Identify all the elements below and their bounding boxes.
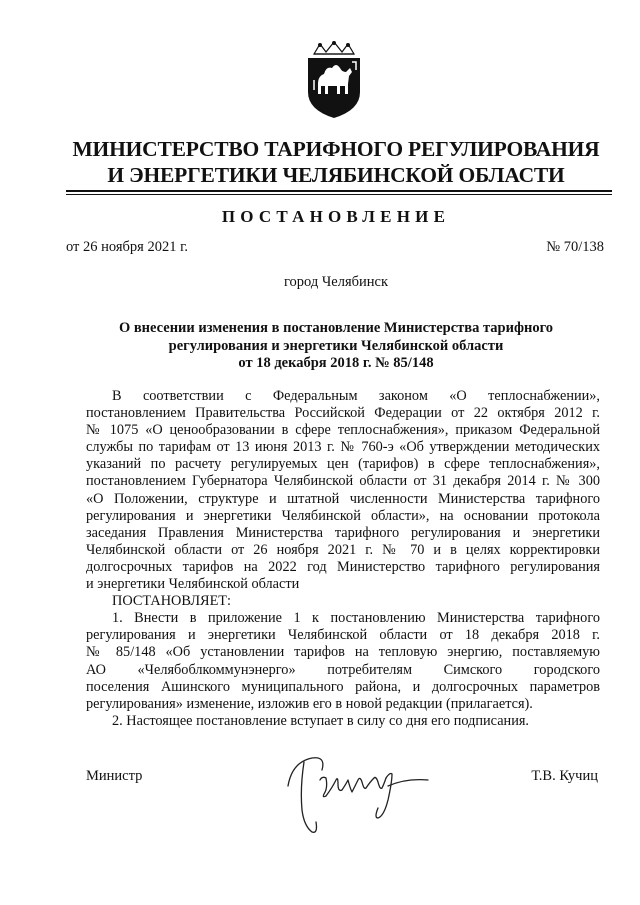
body-line: регулирования и энергетики Челябинской области от 18 декабря 2018 г. xyxy=(86,627,600,644)
body-line: 1. Внести в приложение 1 к постановлению Министерства тарифного xyxy=(112,610,600,627)
document-number: № 70/138 xyxy=(546,239,604,255)
signer-position: Министр xyxy=(86,768,143,784)
body-line: поселения Ашинского муниципального района, и долгосрочных параметров xyxy=(86,678,600,695)
body-line: № 85/148 «Об установлении тарифов на тепловую энергию, поставляемую xyxy=(86,644,600,661)
body-line: 2. Настоящее постановление вступает в силу со дня его подписания. xyxy=(112,712,529,729)
subject-line: регулирования и энергетики Челябинской области xyxy=(168,337,504,354)
body-line: Челябинской области от 26 ноября 2021 г. № 70 и в целях корректировки xyxy=(86,541,600,558)
header-divider-thin xyxy=(66,194,612,195)
ministry-name-line2: И ЭНЕРГЕТИКИ ЧЕЛЯБИНСКОЙ ОБЛАСТИ xyxy=(107,163,565,187)
resolves-label: ПОСТАНОВЛЯЕТ: xyxy=(112,593,232,610)
handwritten-signature xyxy=(282,748,432,838)
document-type-title: ПОСТАНОВЛЕНИЕ xyxy=(221,207,451,226)
body-line: АО «Челябоблкоммунэнерго» потребителям Симского городского xyxy=(86,661,600,678)
body-line: долгосрочных тарифов на 2022 год Министерство тарифного регулирования xyxy=(86,558,600,575)
subject-line: от 18 декабря 2018 г. № 85/148 xyxy=(238,355,434,372)
body-line: заседания Правления Министерства тарифного регулирования и энергетики xyxy=(86,524,600,541)
document-city: город Челябинск xyxy=(283,274,389,290)
body-line: № 1075 «О ценообразовании в сфере теплоснабжения», приказом Федеральной xyxy=(86,422,600,439)
chelyabinsk-camel-coat-of-arms-icon xyxy=(300,40,368,120)
header-divider-thick xyxy=(66,190,612,192)
body-line: постановлением Губернатора Челябинской области от 31 декабря 2014 г. № 300 xyxy=(86,473,600,490)
body-line: службы по тарифам от 13 июня 2013 г. № 760-э «Об утверждении методических xyxy=(86,439,600,456)
document-date: от 26 ноября 2021 г. xyxy=(66,239,189,255)
signer-name: Т.В. Кучиц xyxy=(531,768,598,784)
body-line: постановлением Правительства Российской Федерации от 22 октября 2012 г. xyxy=(86,405,600,422)
body-line: и энергетики Челябинской области xyxy=(86,576,300,593)
ministry-name-line1: МИНИСТЕРСТВО ТАРИФНОГО РЕГУЛИРОВАНИЯ xyxy=(72,137,600,161)
body-line: регулирования и энергетики Челябинской области», на основании протокола xyxy=(86,507,600,524)
ministry-name xyxy=(60,136,612,188)
body-line: «О Положении, структуре и штатной численности Министерства тарифного xyxy=(86,490,600,507)
document-body xyxy=(86,388,600,730)
body-line: указаний по расчету регулируемых цен (тарифов) в сфере теплоснабжения», xyxy=(86,456,600,473)
subject-line: О внесении изменения в постановление Министерства тарифного xyxy=(118,320,554,336)
document-subject xyxy=(60,320,612,373)
body-line: В соответствии с Федеральным законом «О теплоснабжении», xyxy=(112,388,600,404)
body-line: регулирования» изменение, изложив его в новой редакции (прилагается). xyxy=(86,695,533,712)
